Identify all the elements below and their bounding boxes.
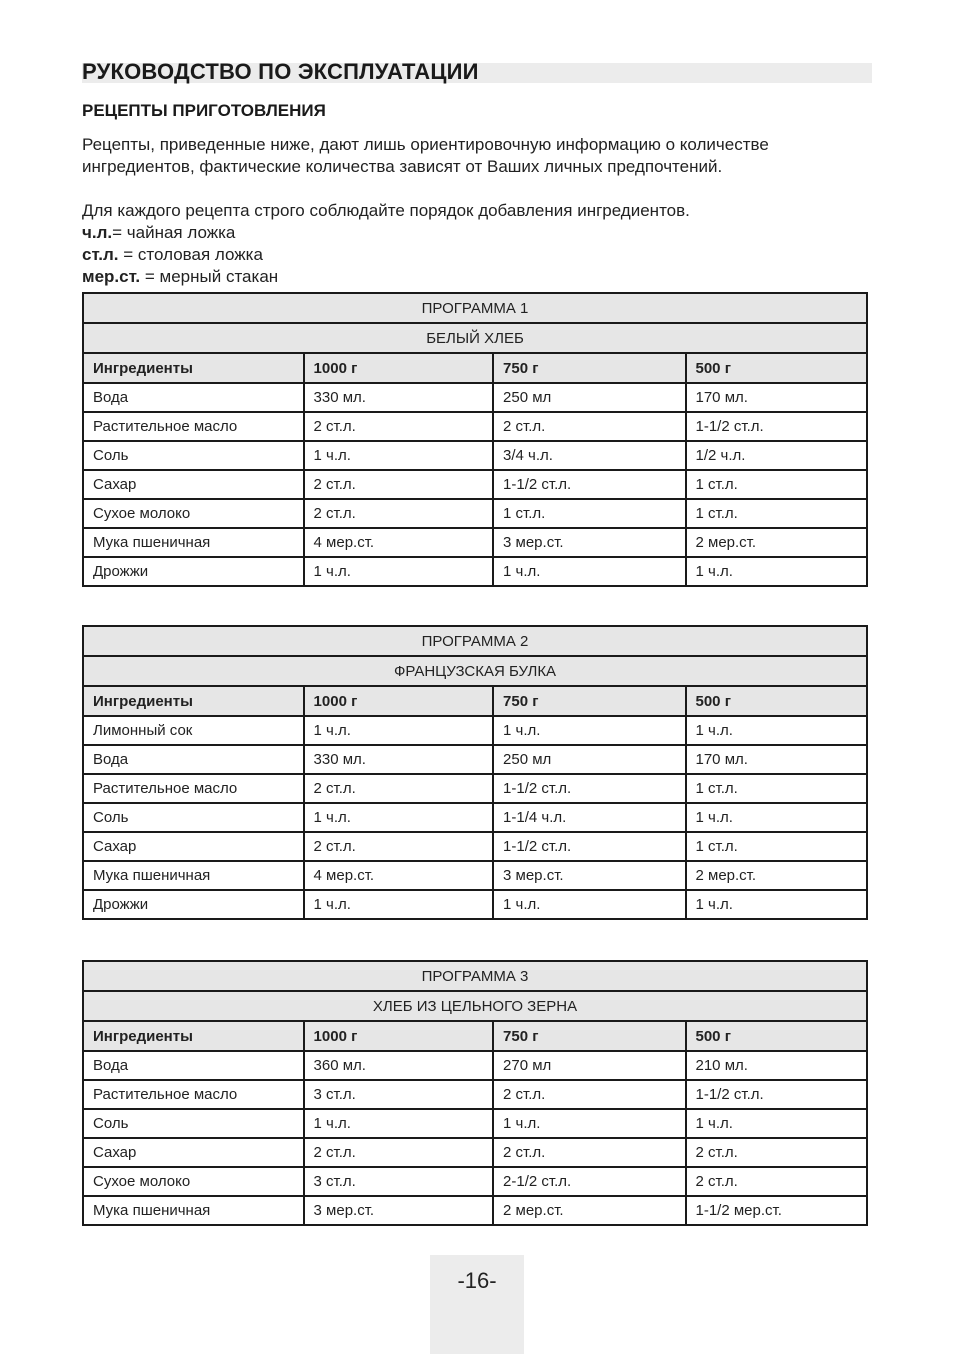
ingredient-amount: 1 ч.л. [686, 890, 868, 919]
ingredient-amount: 250 мл [493, 745, 685, 774]
table-row [83, 716, 867, 745]
legend-teaspoon [82, 222, 872, 244]
table-row [83, 1138, 867, 1167]
ingredient-name: Растительное масло [83, 774, 304, 803]
ingredient-amount: 3 мер.ст. [304, 1196, 493, 1225]
table-row [83, 557, 867, 586]
table-row [83, 1196, 867, 1225]
weight-header: 500 г [686, 686, 868, 716]
ingredient-amount: 2 ст.л. [304, 470, 493, 499]
table-row [83, 1080, 867, 1109]
table-row [83, 774, 867, 803]
ingredient-amount: 3 ст.л. [304, 1167, 493, 1196]
ingredient-amount: 1-1/2 ст.л. [493, 774, 685, 803]
ingredient-name: Вода [83, 1051, 304, 1080]
intro-text-line-1: Рецепты, приведенные ниже, дают лишь ориентировочную информацию о количестве [82, 135, 769, 154]
ingredient-amount: 1-1/2 ст.л. [686, 1080, 868, 1109]
legend-tablespoon [82, 244, 872, 266]
ingredient-amount: 1-1/4 ч.л. [493, 803, 685, 832]
legend-meaning: = мерный стакан [140, 267, 279, 286]
ingredient-amount: 2 ст.л. [304, 412, 493, 441]
ingredient-name: Вода [83, 745, 304, 774]
legend-abbr: ст.л. [82, 245, 119, 264]
ingredient-amount: 2 ст.л. [304, 1138, 493, 1167]
table-row [83, 528, 867, 557]
ingredient-amount: 2 ст.л. [686, 1138, 868, 1167]
ingredient-name: Растительное масло [83, 1080, 304, 1109]
table-row [83, 745, 867, 774]
ingredient-amount: 2 мер.ст. [493, 1196, 685, 1225]
page-title: РУКОВОДСТВО ПО ЭКСПЛУАТАЦИИ [82, 59, 479, 84]
ingredient-amount: 1 ч.л. [304, 716, 493, 745]
ingredient-amount: 2 ст.л. [304, 832, 493, 861]
recipe-table-program-3 [82, 960, 868, 1226]
program-label-row [83, 961, 867, 991]
ingredient-amount: 170 мл. [686, 745, 868, 774]
ingredient-amount: 1 ст.л. [493, 499, 685, 528]
program-label-row [83, 626, 867, 656]
table-row [83, 412, 867, 441]
ingredient-name: Мука пшеничная [83, 861, 304, 890]
ingredient-amount: 2 ст.л. [493, 412, 685, 441]
ingredient-amount: 4 мер.ст. [304, 861, 493, 890]
weight-header: 750 г [493, 1021, 685, 1051]
ingredient-name: Мука пшеничная [83, 528, 304, 557]
recipe-name: ХЛЕБ ИЗ ЦЕЛЬНОГО ЗЕРНА [83, 991, 867, 1021]
ingredient-name: Соль [83, 1109, 304, 1138]
intro-text-line-2: ингредиентов, фактические количества зависят от Ваших личных предпочтений. [82, 157, 723, 176]
recipe-name: БЕЛЫЙ ХЛЕБ [83, 323, 867, 353]
table-row [83, 441, 867, 470]
table-row [83, 803, 867, 832]
table-row [83, 1051, 867, 1080]
ingredient-amount: 360 мл. [304, 1051, 493, 1080]
recipe-name-row [83, 656, 867, 686]
ingredient-amount: 330 мл. [304, 383, 493, 412]
ingredient-name: Мука пшеничная [83, 1196, 304, 1225]
ingredient-amount: 1-1/2 мер.ст. [686, 1196, 868, 1225]
ingredient-amount: 2 ст.л. [686, 1167, 868, 1196]
ingredient-amount: 250 мл [493, 383, 685, 412]
ingredient-amount: 1 ч.л. [493, 1109, 685, 1138]
weight-header: 1000 г [304, 686, 493, 716]
legend-meaning: = чайная ложка [112, 223, 236, 242]
ingredient-amount: 170 мл. [686, 383, 868, 412]
legend-measuring-cup [82, 266, 872, 288]
ingredient-amount: 1 ст.л. [686, 832, 868, 861]
ingredient-name: Сахар [83, 832, 304, 861]
ingredient-amount: 1-1/2 ст.л. [493, 832, 685, 861]
table-row [83, 832, 867, 861]
legend-abbr: мер.ст. [82, 267, 141, 286]
weight-header: 750 г [493, 353, 685, 383]
ingredient-amount: 1 ч.л. [493, 890, 685, 919]
ingredient-amount: 3/4 ч.л. [493, 441, 685, 470]
ingredient-amount: 270 мл [493, 1051, 685, 1080]
column-header-row [83, 353, 867, 383]
legend-abbr: ч.л. [82, 223, 113, 242]
weight-header: 1000 г [304, 1021, 493, 1051]
ingredient-amount: 1 ч.л. [686, 1109, 868, 1138]
ingredient-amount: 3 мер.ст. [493, 861, 685, 890]
column-header-row [83, 686, 867, 716]
ingredient-amount: 2 ст.л. [304, 774, 493, 803]
table-row [83, 890, 867, 919]
ingredient-amount: 2 ст.л. [493, 1080, 685, 1109]
table-row [83, 383, 867, 412]
recipe-name-row [83, 323, 867, 353]
ingredient-amount: 2-1/2 ст.л. [493, 1167, 685, 1196]
ingredient-name: Сухое молоко [83, 1167, 304, 1196]
ingredient-amount: 330 мл. [304, 745, 493, 774]
table-row [83, 1109, 867, 1138]
ingredient-amount: 1-1/2 ст.л. [493, 470, 685, 499]
recipe-table-program-1 [82, 292, 868, 587]
program-label-row [83, 293, 867, 323]
ingredient-amount: 2 ст.л. [493, 1138, 685, 1167]
program-label: ПРОГРАММА 3 [83, 961, 867, 991]
ingredient-amount: 1/2 ч.л. [686, 441, 868, 470]
ingredients-header: Ингредиенты [83, 353, 304, 383]
ingredient-name: Соль [83, 803, 304, 832]
ingredient-name: Растительное масло [83, 412, 304, 441]
ingredient-amount: 1 ч.л. [304, 1109, 493, 1138]
program-label: ПРОГРАММА 1 [83, 293, 867, 323]
ingredient-amount: 1 ч.л. [686, 716, 868, 745]
recipe-table-program-2 [82, 625, 868, 920]
ingredient-amount: 1-1/2 ст.л. [686, 412, 868, 441]
ingredient-amount: 1 ст.л. [686, 774, 868, 803]
ingredient-amount: 210 мл. [686, 1051, 868, 1080]
recipe-name: ФРАНЦУЗСКАЯ БУЛКА [83, 656, 867, 686]
ingredient-amount: 2 мер.ст. [686, 861, 868, 890]
ingredient-amount: 1 ч.л. [493, 557, 685, 586]
order-note: Для каждого рецепта строго соблюдайте порядок добавления ингредиентов. [82, 201, 690, 220]
table-row [83, 861, 867, 890]
column-header-row [83, 1021, 867, 1051]
recipe-name-row [83, 991, 867, 1021]
ingredient-name: Лимонный сок [83, 716, 304, 745]
ingredient-amount: 1 ст.л. [686, 499, 868, 528]
ingredient-amount: 1 ч.л. [686, 803, 868, 832]
ingredient-amount: 3 мер.ст. [493, 528, 685, 557]
ingredient-name: Сахар [83, 1138, 304, 1167]
ingredient-name: Соль [83, 441, 304, 470]
weight-header: 500 г [686, 1021, 868, 1051]
table-row [83, 470, 867, 499]
table-row [83, 499, 867, 528]
table-row [83, 1167, 867, 1196]
ingredient-amount: 1 ч.л. [686, 557, 868, 586]
program-label: ПРОГРАММА 2 [83, 626, 867, 656]
legend-meaning: = столовая ложка [118, 245, 263, 264]
ingredient-amount: 4 мер.ст. [304, 528, 493, 557]
weight-header: 1000 г [304, 353, 493, 383]
ingredient-amount: 3 ст.л. [304, 1080, 493, 1109]
page-number: -16- [457, 1268, 497, 1293]
ingredient-name: Дрожжи [83, 557, 304, 586]
ingredients-header: Ингредиенты [83, 1021, 304, 1051]
ingredient-amount: 1 ч.л. [304, 803, 493, 832]
ingredient-name: Сухое молоко [83, 499, 304, 528]
ingredient-amount: 1 ч.л. [304, 890, 493, 919]
ingredient-amount: 1 ст.л. [686, 470, 868, 499]
ingredient-amount: 1 ч.л. [304, 557, 493, 586]
ingredient-amount: 2 ст.л. [304, 499, 493, 528]
weight-header: 750 г [493, 686, 685, 716]
intro-block [82, 134, 872, 288]
ingredient-name: Сахар [83, 470, 304, 499]
section-title: РЕЦЕПТЫ ПРИГОТОВЛЕНИЯ [82, 101, 326, 120]
weight-header: 500 г [686, 353, 868, 383]
ingredient-amount: 1 ч.л. [493, 716, 685, 745]
ingredient-name: Вода [83, 383, 304, 412]
ingredient-amount: 1 ч.л. [304, 441, 493, 470]
ingredient-name: Дрожжи [83, 890, 304, 919]
ingredient-amount: 2 мер.ст. [686, 528, 868, 557]
ingredients-header: Ингредиенты [83, 686, 304, 716]
